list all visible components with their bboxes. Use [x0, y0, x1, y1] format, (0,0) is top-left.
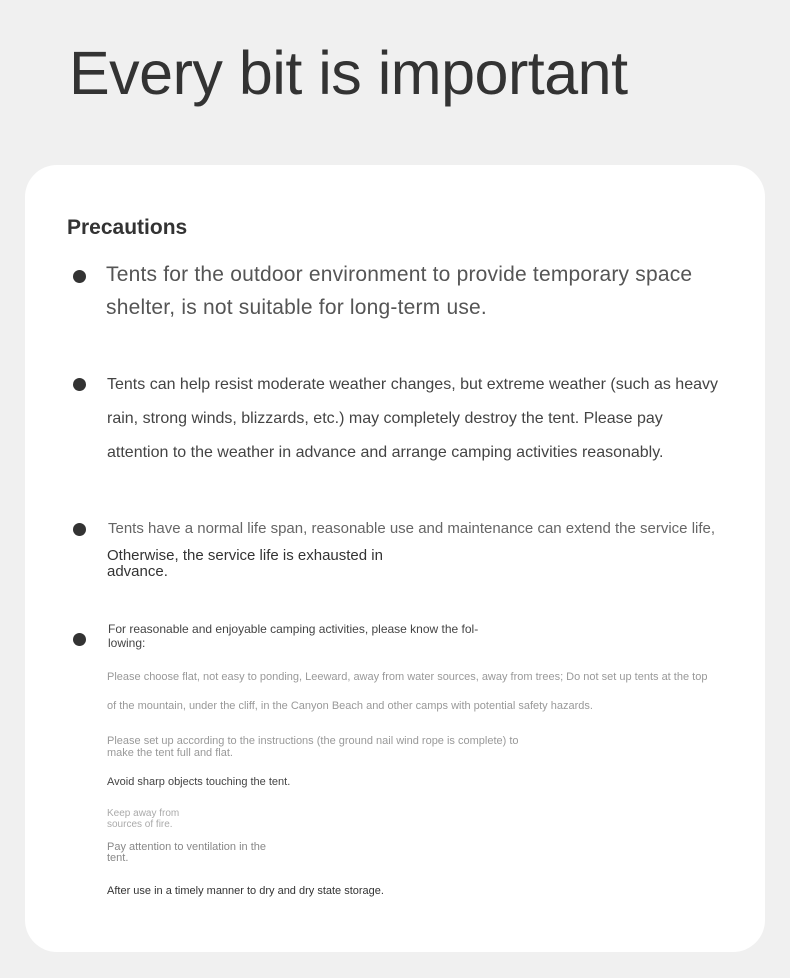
sub-item-6: After use in a timely manner to dry and dry state storage. — [107, 885, 384, 897]
section-title: Precautions — [67, 216, 188, 239]
bullet-icon — [73, 270, 86, 283]
sub-item-2: Please set up according to the instructions (the ground nail wind rope is complete) to make the tent full and flat. — [107, 735, 519, 759]
precautions-card — [25, 165, 765, 952]
bullet-icon — [73, 378, 86, 391]
precaution-item-3-line-1: Tents have a normal life span, reasonable use and maintenance can extend the service life, — [108, 520, 716, 537]
sub-item-5: Pay attention to ventilation in the tent. — [107, 841, 266, 864]
sub-item-1: Please choose flat, not easy to ponding, Leeward, away from water sources, away from trees; Do not set up tents at the top of the mountain, under the cliff, in the Canyon Beach and other camps with potential safety hazards. — [107, 671, 708, 712]
precaution-item-2: Tents can help resist moderate weather changes, but extreme weather (such as heavy rain, strong winds, blizzards, etc.) may completely destroy the tent. Please pay attention to the weather in advance and arrange camping activities reasonably. — [107, 376, 718, 461]
precaution-item-3-line-2: Otherwise, the service life is exhausted in advance. — [107, 547, 383, 580]
sub-item-3: Avoid sharp objects touching the tent. — [107, 776, 291, 788]
bullet-icon — [73, 633, 86, 646]
precaution-item-4: For reasonable and enjoyable camping activities, please know the fol-lowing: — [108, 622, 479, 650]
precaution-item-1: Tents for the outdoor environment to provide temporary space shelter, is not suitable for long-term use. — [106, 263, 693, 319]
sub-item-4: Keep away from sources of fire. — [107, 808, 180, 830]
page-title: Every bit is important — [69, 39, 628, 107]
bullet-icon — [73, 523, 86, 536]
